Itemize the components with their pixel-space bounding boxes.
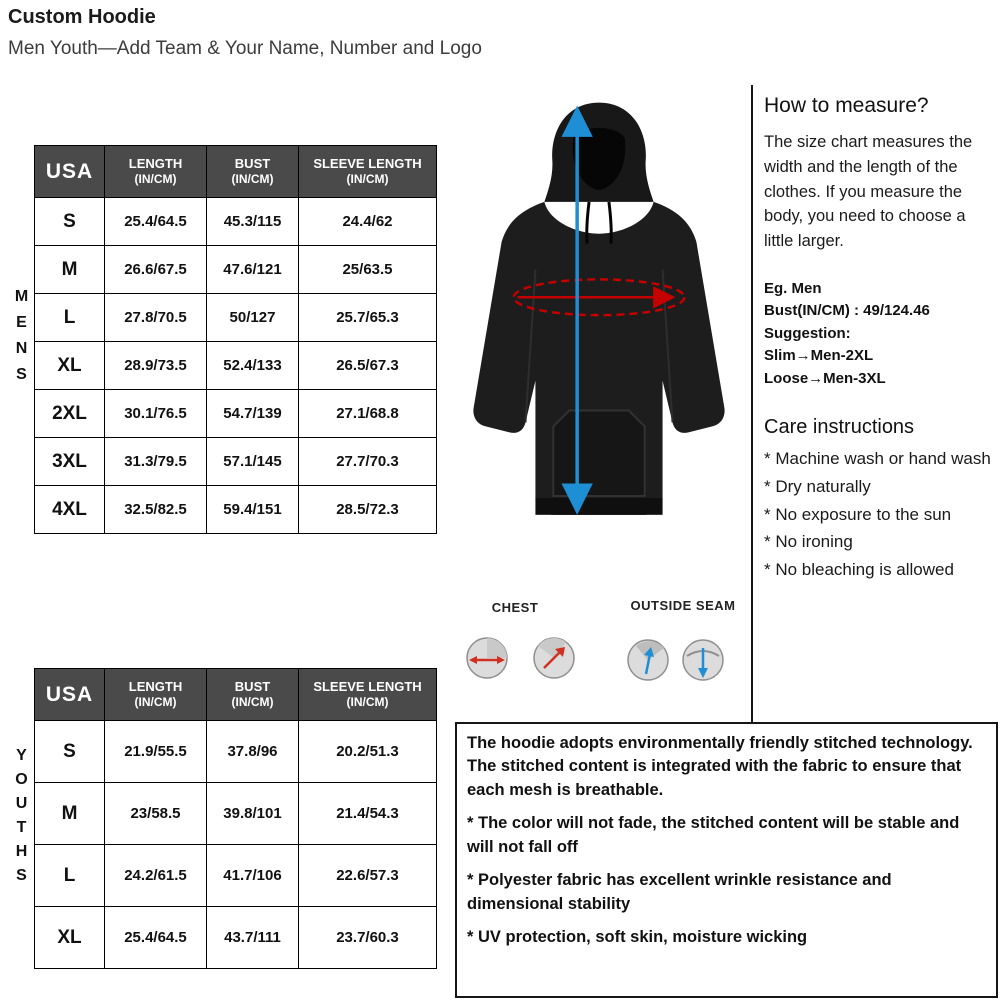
youth-table <box>34 668 437 969</box>
length-cell: 27.8/70.5 <box>105 294 207 342</box>
table-row <box>35 246 437 294</box>
mens-length-header: LENGTH (IN/CM) <box>105 146 207 198</box>
bust-cell: 50/127 <box>207 294 299 342</box>
sleeve-cell: 23.7/60.3 <box>299 907 437 969</box>
bust-cell: 37.8/96 <box>207 721 299 783</box>
chest-width-arrow-icon <box>465 636 509 680</box>
vertical-divider <box>751 85 753 722</box>
sleeve-cell: 28.5/72.3 <box>299 486 437 534</box>
seam-up-arrow-icon <box>626 638 670 682</box>
example-line: Loose→Men-3XL <box>764 369 886 387</box>
sleeve-cell: 26.5/67.3 <box>299 342 437 390</box>
table-row <box>35 438 437 486</box>
description-intro: The hoodie adopts environmentally friendly stitched technology. The stitched content is integrated with the fabric to ensure that each mesh is breathable. <box>467 734 973 799</box>
length-cell: 26.6/67.5 <box>105 246 207 294</box>
size-cell: M <box>35 246 105 294</box>
mens-table <box>34 145 437 534</box>
table-row <box>35 845 437 907</box>
length-cell: 23/58.5 <box>105 783 207 845</box>
size-cell: 2XL <box>35 390 105 438</box>
table-row <box>35 721 437 783</box>
bust-cell: 43.7/111 <box>207 907 299 969</box>
sleeve-cell: 22.6/57.3 <box>299 845 437 907</box>
mens-bust-header: BUST (IN/CM) <box>207 146 299 198</box>
mens-side-label: MENS <box>13 287 30 392</box>
table-row <box>35 907 437 969</box>
size-cell: S <box>35 721 105 783</box>
care-instructions-heading: Care instructions <box>764 416 915 439</box>
example-line: Eg. Men <box>764 279 822 297</box>
table-row <box>35 486 437 534</box>
size-cell: S <box>35 198 105 246</box>
mens-size-chart <box>8 145 437 534</box>
youth-size-chart <box>8 668 437 969</box>
seam-down-arrow-icon <box>681 638 725 682</box>
description-bullet: * Polyester fabric has excellent wrinkle resistance and dimensional stability <box>467 871 892 913</box>
bust-cell: 47.6/121 <box>207 246 299 294</box>
table-row <box>35 198 437 246</box>
length-cell: 25.4/64.5 <box>105 907 207 969</box>
sleeve-cell: 27.1/68.8 <box>299 390 437 438</box>
size-cell: L <box>35 294 105 342</box>
page-title: Custom Hoodie <box>8 6 156 28</box>
chest-label: CHEST <box>491 600 539 615</box>
bust-cell: 41.7/106 <box>207 845 299 907</box>
mens-sleeve-header: SLEEVE LENGTH (IN/CM) <box>299 146 437 198</box>
table-row <box>35 342 437 390</box>
bust-cell: 57.1/145 <box>207 438 299 486</box>
size-cell: 4XL <box>35 486 105 534</box>
product-description-box <box>455 722 998 998</box>
youth-length-header: LENGTH (IN/CM) <box>105 669 207 721</box>
length-cell: 31.3/79.5 <box>105 438 207 486</box>
chest-diagonal-arrow-icon <box>532 636 576 680</box>
length-cell: 21.9/55.5 <box>105 721 207 783</box>
size-cell: 3XL <box>35 438 105 486</box>
table-row <box>35 783 437 845</box>
bust-cell: 52.4/133 <box>207 342 299 390</box>
example-line: Bust(IN/CM) : 49/124.46 <box>764 302 930 320</box>
mens-usa-header: USA <box>35 146 105 198</box>
care-item: * No bleaching is allowed <box>764 559 954 579</box>
youth-sleeve-header: SLEEVE LENGTH (IN/CM) <box>299 669 437 721</box>
outside-seam-label: OUTSIDE SEAM <box>630 598 736 613</box>
care-item: * Machine wash or hand wash <box>764 449 991 469</box>
sleeve-cell: 24.4/62 <box>299 198 437 246</box>
example-line: Slim→Men-2XL <box>764 347 874 365</box>
care-instructions-list <box>764 447 996 582</box>
hoodie-illustration <box>450 86 748 592</box>
sizing-suggestion-block <box>764 278 996 391</box>
size-cell: M <box>35 783 105 845</box>
description-bullet: * The color will not fade, the stitched content will be stable and will not fall off <box>467 814 960 856</box>
table-row <box>35 294 437 342</box>
hoodie-pocket <box>553 411 644 496</box>
sleeve-cell: 25.7/65.3 <box>299 294 437 342</box>
bust-cell: 45.3/115 <box>207 198 299 246</box>
care-item: * Dry naturally <box>764 476 871 496</box>
youth-side-label: YOUTHS <box>13 746 30 891</box>
size-cell: XL <box>35 342 105 390</box>
description-bullet: * UV protection, soft skin, moisture wicking <box>467 927 808 946</box>
how-to-measure-body: The size chart measures the width and the length of the clothes. If you measure the body, you need to choose a little larger. <box>764 133 973 250</box>
page-subtitle: Men Youth—Add Team & Your Name, Number and Logo <box>8 38 482 59</box>
length-cell: 30.1/76.5 <box>105 390 207 438</box>
sleeve-cell: 27.7/70.3 <box>299 438 437 486</box>
table-row <box>35 390 437 438</box>
youth-usa-header: USA <box>35 669 105 721</box>
length-cell: 24.2/61.5 <box>105 845 207 907</box>
sleeve-cell: 21.4/54.3 <box>299 783 437 845</box>
example-line: Suggestion: <box>764 324 851 342</box>
sleeve-cell: 20.2/51.3 <box>299 721 437 783</box>
how-to-measure-section <box>764 94 996 585</box>
bust-cell: 39.8/101 <box>207 783 299 845</box>
hoodie-product-photo <box>450 86 748 592</box>
length-cell: 28.9/73.5 <box>105 342 207 390</box>
bust-cell: 59.4/151 <box>207 486 299 534</box>
mens-header-row <box>35 146 437 198</box>
size-cell: XL <box>35 907 105 969</box>
bust-cell: 54.7/139 <box>207 390 299 438</box>
how-to-measure-heading: How to measure? <box>764 94 929 117</box>
length-cell: 32.5/82.5 <box>105 486 207 534</box>
care-item: * No ironing <box>764 532 853 552</box>
care-item: * No exposure to the sun <box>764 504 952 524</box>
youth-header-row <box>35 669 437 721</box>
size-cell: L <box>35 845 105 907</box>
length-cell: 25.4/64.5 <box>105 198 207 246</box>
sleeve-cell: 25/63.5 <box>299 246 437 294</box>
youth-bust-header: BUST (IN/CM) <box>207 669 299 721</box>
